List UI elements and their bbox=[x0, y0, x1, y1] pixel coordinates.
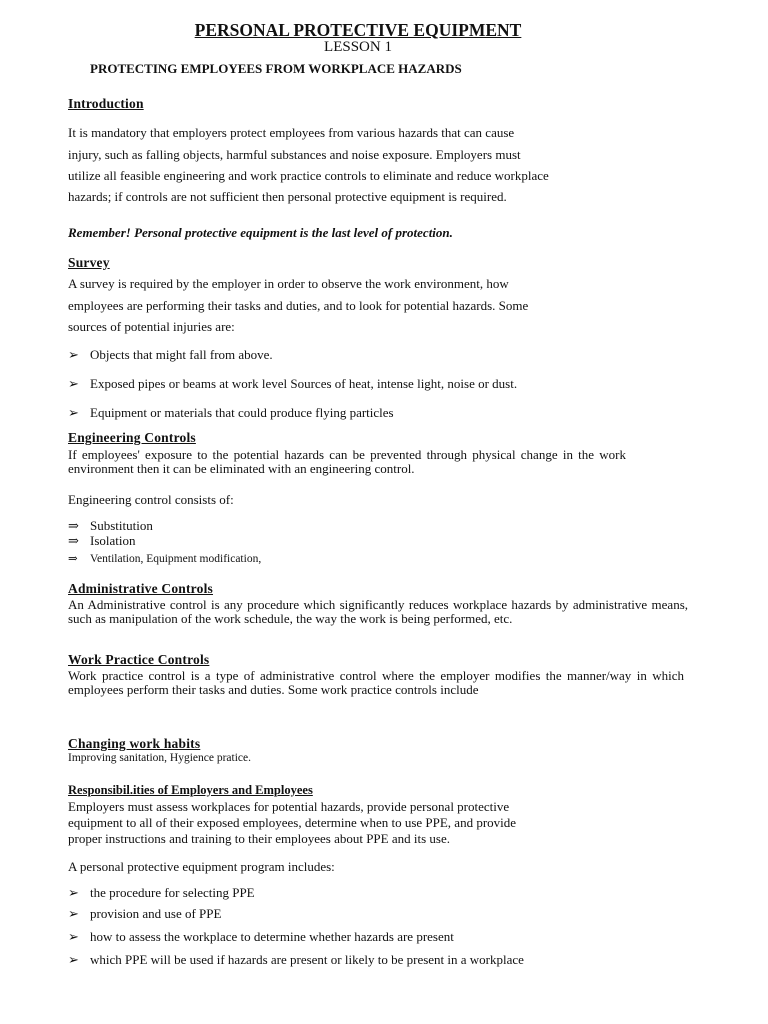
lesson-number: LESSON 1 bbox=[324, 39, 392, 55]
double-arrow-icon: ⇒ bbox=[68, 553, 78, 565]
introduction-line: injury, such as falling objects, harmful substances and noise exposure. Employers must bbox=[68, 147, 521, 162]
introduction-line: It is mandatory that employers protect employees from various hazards that can cause bbox=[68, 125, 515, 140]
document-subtitle: PROTECTING EMPLOYEES FROM WORKPLACE HAZARDS bbox=[90, 61, 462, 76]
survey-line: A survey is required by the employer in order to observe the work environment, how bbox=[68, 276, 509, 291]
double-arrow-icon: ⇒ bbox=[68, 518, 79, 533]
engineering-consists: Engineering control consists of: bbox=[68, 492, 234, 507]
responsibilities-heading: Responsibil.ities of Employers and Employees bbox=[68, 783, 313, 797]
work-practice-paragraph: Work practice control is a type of administrative control where the employer modifies the manner/way in which employees perform their tasks and duties. Some work practice controls include bbox=[68, 668, 684, 697]
administrative-paragraph: An Administrative control is any procedure which significantly reduces workplace hazards by administrative means, such as manipulation of the work schedule, the way the work is being performed, etc. bbox=[68, 597, 688, 626]
introduction-line: hazards; if controls are not sufficient then personal protective equipment is required. bbox=[68, 189, 507, 204]
work-practice-heading: Work Practice Controls bbox=[68, 652, 210, 667]
arrow-bullet-icon: ➢ bbox=[68, 929, 79, 944]
remember-note: Remember! Personal protective equipment is the last level of protection. bbox=[68, 225, 453, 240]
administrative-heading: Administrative Controls bbox=[68, 581, 213, 596]
responsibilities-line: proper instructions and training to their employees about PPE and its use. bbox=[68, 831, 450, 846]
ppe-program-bullet: ➢ the procedure for selecting PPE bbox=[68, 885, 255, 900]
introduction-line: utilize all feasible engineering and work practice controls to eliminate and reduce workplace bbox=[68, 168, 549, 183]
ppe-program-intro: A personal protective equipment program includes: bbox=[68, 859, 335, 874]
engineering-heading: Engineering Controls bbox=[68, 430, 196, 445]
survey-bullet: ➢ Exposed pipes or beams at work level Sources of heat, intense light, noise or dust. bbox=[68, 376, 518, 391]
work-habits-text: Improving sanitation, Hygience pratice. bbox=[68, 752, 251, 764]
arrow-bullet-icon: ➢ bbox=[68, 952, 79, 967]
survey-bullet: ➢ Objects that might fall from above. bbox=[68, 347, 273, 362]
survey-line: sources of potential injuries are: bbox=[68, 319, 235, 334]
engineering-paragraph: If employees' exposure to the potential hazards can be prevented through physical change in the work environment then it can be eliminated with an engineering control. bbox=[68, 447, 626, 476]
arrow-bullet-icon: ➢ bbox=[68, 347, 79, 362]
engineering-bullet: ⇒ Substitution bbox=[68, 518, 153, 533]
survey-heading: Survey bbox=[68, 255, 110, 270]
survey-bullet: ➢ Equipment or materials that could produce flying particles bbox=[68, 405, 394, 420]
arrow-bullet-icon: ➢ bbox=[68, 906, 79, 921]
introduction-heading: Introduction bbox=[68, 96, 144, 111]
arrow-bullet-icon: ➢ bbox=[68, 885, 79, 900]
engineering-bullet: ⇒ Isolation bbox=[68, 533, 136, 548]
double-arrow-icon: ⇒ bbox=[68, 533, 79, 548]
responsibilities-line: equipment to all of their exposed employees, determine when to use PPE, and provide bbox=[68, 815, 517, 830]
responsibilities-line: Employers must assess workplaces for potential hazards, provide personal protective bbox=[68, 799, 510, 814]
arrow-bullet-icon: ➢ bbox=[68, 376, 79, 391]
survey-line: employees are performing their tasks and duties, and to look for potential hazards. Some bbox=[68, 298, 529, 313]
document-title: PERSONAL PROTECTIVE EQUIPMENT bbox=[194, 20, 522, 40]
ppe-program-bullet: ➢ provision and use of PPE bbox=[68, 906, 222, 921]
ppe-program-bullet: ➢ which PPE will be used if hazards are present or likely to be present in a workplace bbox=[68, 952, 524, 967]
ppe-program-bullet: ➢ how to assess the workplace to determine whether hazards are present bbox=[68, 929, 454, 944]
arrow-bullet-icon: ➢ bbox=[68, 405, 79, 420]
engineering-bullet: ⇒ Ventilation, Equipment modification, bbox=[68, 553, 262, 565]
work-habits-heading: Changing work habits bbox=[68, 736, 201, 751]
